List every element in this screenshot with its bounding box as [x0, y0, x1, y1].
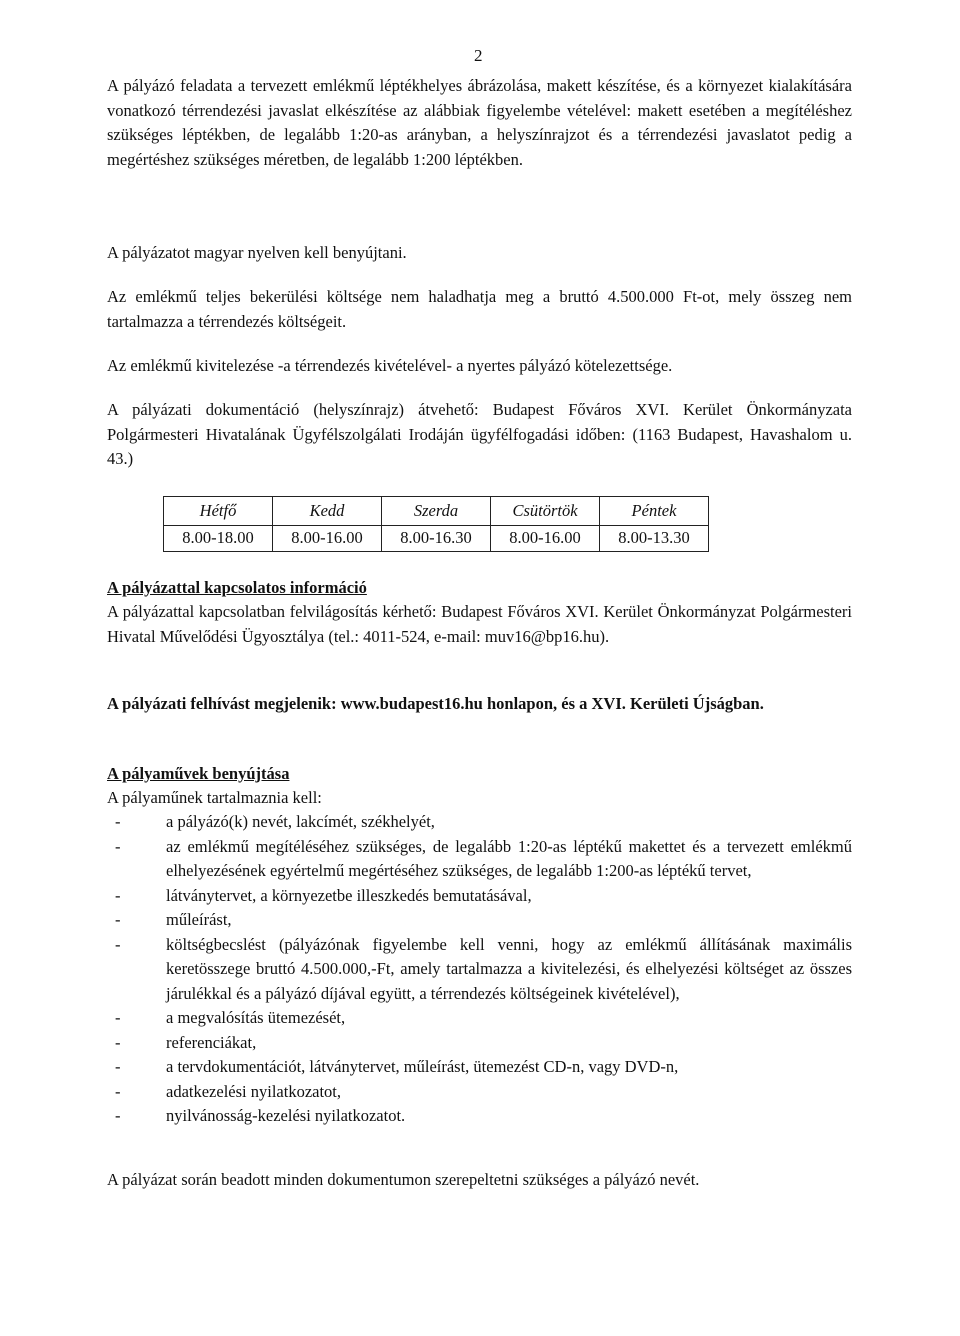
list-item: - költségbecslést (pályázónak figyelembe kell venni, hogy az emlékmű állításának maximális keretösszege bruttó 4.500.000,-Ft, amely tartalmazza a kivitelezési, és elhelyezési költséget az összes járulékkal és a pályázó díjával együtt, a térrendezés költségeinek kivételével), [107, 933, 852, 1007]
submission-heading: A pályaművek benyújtása [107, 764, 290, 783]
table-cell-time: 8.00-16.00 [491, 526, 600, 552]
table-cell-day: Kedd [273, 497, 382, 526]
list-item: - a megvalósítás ütemezését, [107, 1006, 852, 1031]
list-item: - nyilvánosság-kezelési nyilatkozatot. [107, 1104, 852, 1129]
paragraph-execution: Az emlékmű kivitelezése -a térrendezés kivételével- a nyertes pályázó kötelezettsége. [107, 356, 673, 375]
table-cell-time: 8.00-18.00 [164, 526, 273, 552]
page-number: 2 [474, 46, 483, 65]
table-cell-day: Hétfő [164, 497, 273, 526]
table-row-times [164, 526, 709, 552]
submission-list [107, 810, 852, 1129]
submission-intro: A pályaműnek tartalmaznia kell: [107, 788, 322, 807]
list-item: - látványtervet, a környezetbe illeszkedés bemutatásával, [107, 884, 852, 909]
office-hours-table [163, 496, 709, 552]
table-cell-day: Péntek [600, 497, 709, 526]
paragraph-documentation: A pályázati dokumentáció (helyszínrajz) átvehető: Budapest Főváros XVI. Kerület Önkormányzata Polgármesteri Hivatalának Ügyfélszolgálati Irodáján ügyfélfogadási időben: (1163 Budapest, Havashalom u. 43.) [107, 400, 852, 468]
list-item: - adatkezelési nyilatkozatot, [107, 1080, 852, 1105]
paragraph-language: A pályázatot magyar nyelven kell benyújtani. [107, 243, 407, 262]
paragraph-cost: Az emlékmű teljes bekerülési költsége nem haladhatja meg a bruttó 4.500.000 Ft-ot, mely összeg nem tartalmazza a térrendezés költségeit. [107, 287, 852, 331]
list-item: - az emlékmű megítéléséhez szükséges, de legalább 1:20-as léptékű makettet és a tervezett emlékmű elhelyezésének egyértelmű megértéséhez szükséges, de legalább 1:200-as léptékű tervet, [107, 835, 852, 884]
publication-paragraph: A pályázati felhívást megjelenik: www.budapest16.hu honlapon, és a XVI. Kerületi Újságban. [107, 694, 764, 713]
list-item: - referenciákat, [107, 1031, 852, 1056]
paragraph-task: A pályázó feladata a tervezett emlékmű léptékhelyes ábrázolása, makett készítése, és a környezet kialakítására vonatkozó térrendezési javaslat elkészítése az alábbiak figyelembe vételével: makett esetében a megítéléshez szükséges léptékben, de legalább 1:20-as arányban, a helyszínrajzot és a térrendezési javaslatot pedig a megértéshez szükséges méretben, de legalább 1:200 léptékben. [107, 76, 852, 169]
table-cell-day: Csütörtök [491, 497, 600, 526]
info-heading: A pályázattal kapcsolatos információ [107, 578, 367, 597]
table-cell-time: 8.00-16.00 [273, 526, 382, 552]
table-cell-day: Szerda [382, 497, 491, 526]
closing-paragraph: A pályázat során beadott minden dokumentumon szerepeltetni szükséges a pályázó nevét. [107, 1170, 700, 1189]
info-paragraph: A pályázattal kapcsolatban felvilágosítás kérhető: Budapest Főváros XVI. Kerület Önkormányzat Polgármesteri Hivatal Művelődési Ügyosztálya (tel.: 4011-524, e-mail: muv16@bp16.hu). [107, 602, 852, 646]
table-cell-time: 8.00-16.30 [382, 526, 491, 552]
table-row-days [164, 497, 709, 526]
list-item: - a pályázó(k) nevét, lakcímét, székhelyét, [107, 810, 852, 835]
table-cell-time: 8.00-13.30 [600, 526, 709, 552]
list-item: - műleírást, [107, 908, 852, 933]
list-item: - a tervdokumentációt, látványtervet, műleírást, ütemezést CD-n, vagy DVD-n, [107, 1055, 852, 1080]
